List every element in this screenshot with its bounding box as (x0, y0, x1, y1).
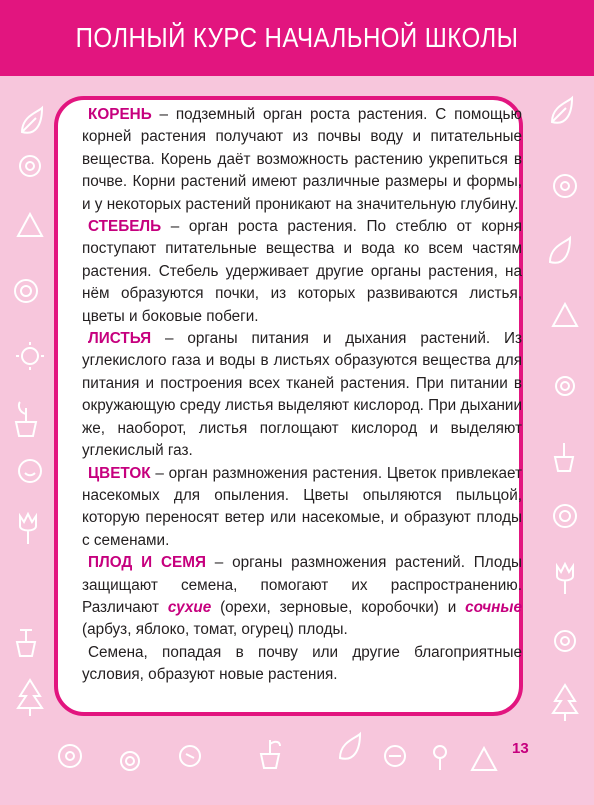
potted-plant-icon (17, 630, 35, 656)
text-root: – подземный орган роста растения. С помощью корней растения получают из почвы воду и питательные вещества. Корень даёт возможность растению укрепиться в почве. Корни растений имеют различные размеры и формы, и у некоторых растений проникают на значительную глубину. (82, 106, 522, 213)
tree-icon (18, 680, 42, 716)
term-root: КОРЕНЬ (88, 106, 152, 123)
leaf-icon (340, 734, 360, 759)
text-stem: – орган роста растения. По стеблю от корня поступают питательные вещества и вода ко всем частям растения. Стебель удерживает другие органы растения, на нём образуются почки, из которых развиваются листья, цветы и боковые побеги. (82, 218, 522, 325)
text-fruit-b: (орехи, зерновые, коробочки) и (211, 598, 466, 616)
term-leaves: ЛИСТЬЯ (88, 330, 152, 348)
flower-icon (19, 460, 41, 482)
text-fruit-c: (арбуз, яблоко, томат, огурец) плоды. (82, 621, 348, 639)
flower-icon (180, 746, 200, 766)
flower-icon (20, 156, 40, 176)
paragraph-leaves (82, 328, 522, 462)
triangle-icon (472, 748, 496, 770)
paragraph-flower (82, 463, 522, 553)
term-stem: СТЕБЕЛЬ (88, 218, 162, 236)
flower-icon (554, 175, 576, 197)
sun-icon (385, 746, 405, 766)
triangle-icon (553, 304, 577, 326)
text-leaves: – органы питания и дыхания растений. Из углекислого газа и воды в листьях образуются вещества для питания и построения всех тканей растения. При питании в окружающую среду листья выделяют кислород. При дыхании же, наоборот, листья поглощают кислород и выделяют углекислый газ. (82, 330, 522, 460)
tulip-icon (20, 514, 36, 544)
potted-plant-icon (261, 740, 280, 768)
term-flower: ЦВЕТОК (88, 464, 151, 482)
flower-icon (434, 746, 446, 770)
paragraph-stem (82, 216, 522, 328)
sun-icon (556, 377, 574, 395)
potted-plant-icon (16, 402, 36, 436)
tulip-icon (557, 564, 573, 594)
potted-plant-icon (555, 443, 573, 471)
sun-icon (121, 752, 139, 770)
text-block (82, 104, 522, 687)
flower-icon (554, 505, 576, 527)
text-fruit-a: – органы размножения растений. Плоды защищают семена, помогают их распространению. Различают (82, 554, 522, 616)
triangle-icon (18, 214, 42, 236)
flower-icon (15, 280, 37, 302)
flower-icon (59, 745, 81, 767)
emph-dry: сухие (167, 598, 212, 616)
paragraph-closing: Семена, попадая в почву или другие благоприятные условия, образуют новые растения. (82, 643, 522, 684)
paragraph-fruit (82, 552, 522, 642)
paragraph-root (82, 104, 522, 216)
sun-icon (16, 342, 44, 370)
page-number: 13 (512, 740, 529, 757)
text-flower: – орган размножения растения. Цветок привлекает насекомых для опыления. Цветы опыляются пыльцой, которую переносят ветер или насекомые, и образуют плоды с семенами. (82, 464, 522, 549)
leaf-icon (552, 98, 572, 123)
flower-icon (555, 631, 575, 651)
page-title: ПОЛНЫЙ КУРС НАЧАЛЬНОЙ ШКОЛЫ (75, 22, 519, 53)
emph-juicy: сочные (465, 598, 522, 616)
term-fruit: ПЛОД И СЕМЯ (88, 554, 206, 572)
leaf-icon (22, 108, 42, 133)
tree-icon (553, 685, 577, 721)
leaf-icon (550, 238, 570, 263)
